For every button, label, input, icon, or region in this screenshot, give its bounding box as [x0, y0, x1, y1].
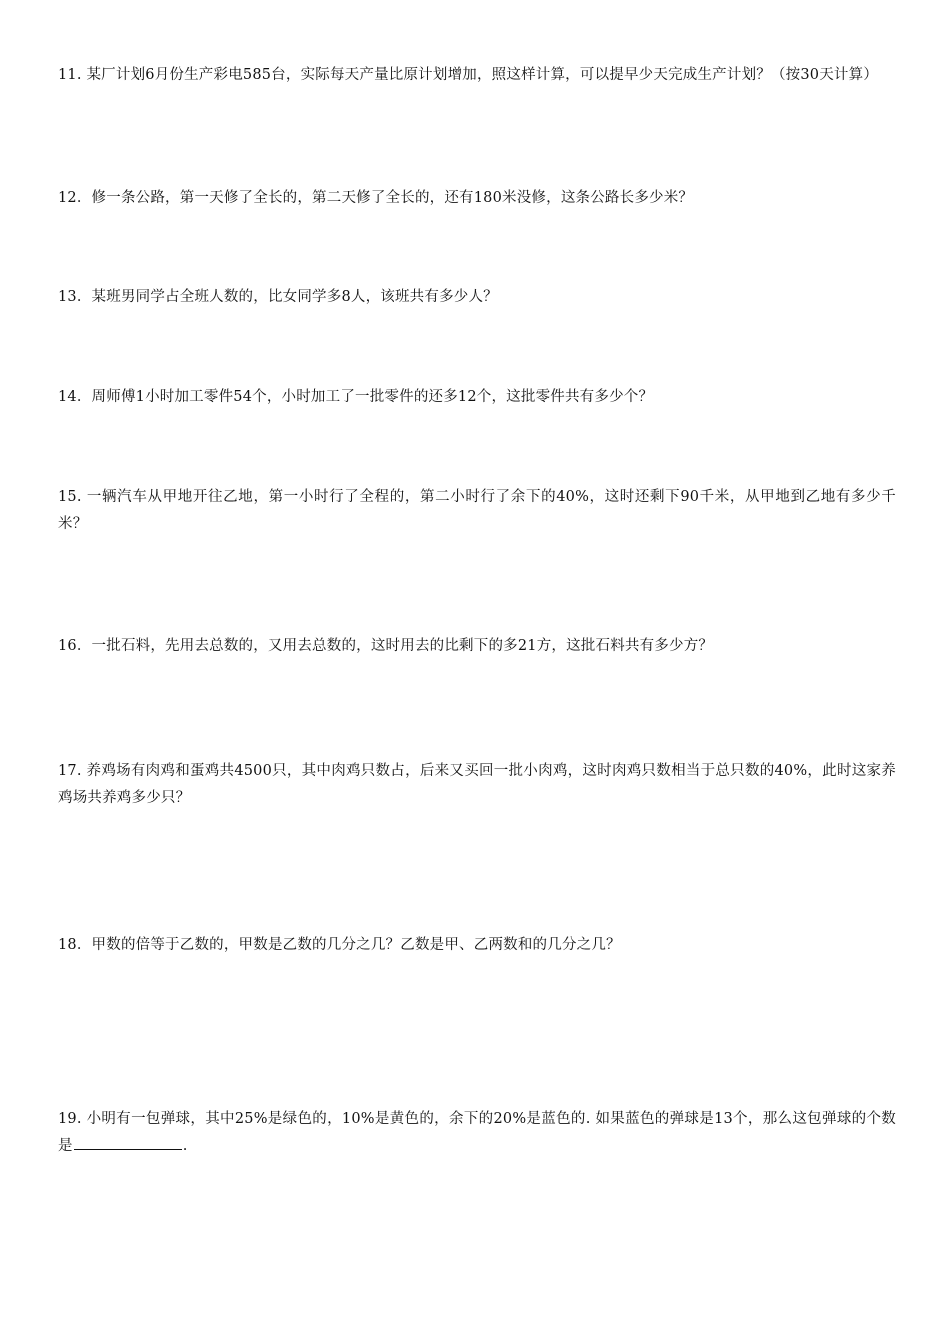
problem-15: 15. 一辆汽车从甲地开往乙地，第一小时行了全程的，第二小时行了余下的40%，这时还剩下90千米，从甲地到乙地有多少千米？: [58, 489, 896, 532]
problem-11: 11. 某厂计划6月份生产彩电585台，实际每天产量比原计划增加，照这样计算，可以提早少天完成生产计划？（按30天计算）: [58, 67, 879, 83]
problem-12: 12．修一条公路，第一天修了全长的，第二天修了全长的，还有180米没修，这条公路长多少米？: [58, 190, 694, 206]
answer-blank[interactable]: [74, 1135, 182, 1150]
problem-19: [58, 1106, 896, 1160]
problem-19-period: .: [182, 1138, 188, 1154]
problem-17: 17. 养鸡场有肉鸡和蛋鸡共4500只，其中肉鸡只数占，后来又买回一批小肉鸡，这时肉鸡只数相当于总只数的40%，此时这家养鸡场共养鸡多少只？: [58, 763, 896, 806]
problem-14: 14．周师傅1小时加工零件54个，小时加工了一批零件的还多12个，这批零件共有多少个？: [58, 389, 654, 405]
problem-13: 13．某班男同学占全班人数的，比女同学多8人，该班共有多少人？: [58, 289, 498, 305]
problem-16: 16．一批石料，先用去总数的，又用去总数的，这时用去的比剩下的多21方，这批石料共有多少方？: [58, 638, 714, 654]
problem-19-text: 19. 小明有一包弹球，其中25%是绿色的，10%是黄色的，余下的20%是蓝色的. 如果蓝色的弹球是13个，那么这包弹球的个数是: [58, 1111, 896, 1154]
problem-18: 18．甲数的倍等于乙数的，甲数是乙数的几分之几？乙数是甲、乙两数和的几分之几？: [58, 937, 621, 953]
